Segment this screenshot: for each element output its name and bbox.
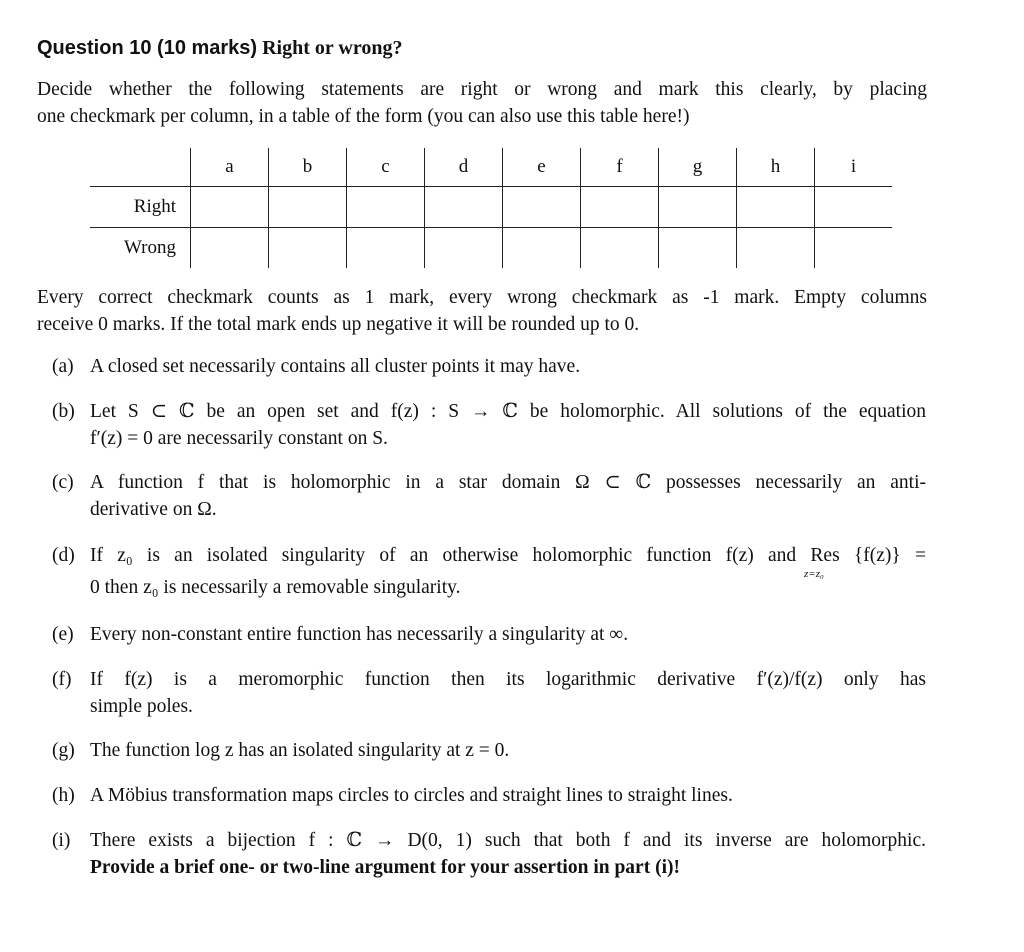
checkbox-cell-wrong-h[interactable] (737, 228, 815, 269)
statement-b (52, 398, 926, 452)
statement-h (52, 782, 926, 809)
statement-list (52, 353, 926, 881)
statement-text: A Möbius transformation maps circles to circles and straight lines to straight lines. (90, 785, 733, 806)
checkbox-cell-wrong-g[interactable] (659, 228, 737, 269)
statement-text: f′(z) = 0 are necessarily constant on S. (90, 428, 388, 449)
statement-label: (e) (52, 624, 74, 645)
column-header-a: a (191, 148, 269, 187)
statement-text: derivative on Ω. (90, 499, 217, 520)
checkbox-cell-wrong-i[interactable] (815, 228, 893, 269)
instructions-line-2: one checkmark per column, in a table of the form (you can also use this table here!) (37, 106, 690, 127)
column-header-h: h (737, 148, 815, 187)
checkbox-cell-right-d[interactable] (425, 187, 503, 228)
statement-text: There exists a bijection f : ℂ → D(0, 1) such that both f and its inverse are holomorphic. (90, 830, 926, 851)
column-header-e: e (503, 148, 581, 187)
answer-table (90, 148, 892, 268)
statement-text: The function log z has an isolated singularity at z = 0. (90, 740, 510, 761)
column-header-g: g (659, 148, 737, 187)
statement-label: (i) (52, 830, 71, 851)
statement-text: A function f that is holomorphic in a star domain Ω ⊂ ℂ possesses necessarily an anti- (90, 472, 926, 493)
statement-f (52, 666, 926, 720)
statement-i (52, 827, 926, 881)
question-heading: Right or wrong? (262, 37, 403, 59)
column-header-i: i (815, 148, 893, 187)
scoring-line-1: Every correct checkmark counts as 1 mark, every wrong checkmark as -1 mark. Empty columns (37, 287, 927, 308)
question-title (37, 37, 402, 60)
checkbox-cell-right-f[interactable] (581, 187, 659, 228)
checkbox-cell-wrong-c[interactable] (347, 228, 425, 269)
statement-g (52, 737, 926, 764)
corner-cell (90, 148, 191, 187)
checkbox-cell-right-h[interactable] (737, 187, 815, 228)
checkbox-cell-wrong-e[interactable] (503, 228, 581, 269)
column-header-b: b (269, 148, 347, 187)
statement-label: (d) (52, 545, 75, 566)
checkbox-cell-right-e[interactable] (503, 187, 581, 228)
statement-a (52, 353, 926, 380)
statement-label: (g) (52, 740, 75, 761)
statement-d (52, 540, 926, 604)
instructions-paragraph (37, 76, 927, 130)
table-row-wrong (90, 228, 892, 269)
statement-label: (a) (52, 356, 74, 377)
checkbox-cell-right-a[interactable] (191, 187, 269, 228)
checkbox-cell-wrong-d[interactable] (425, 228, 503, 269)
column-header-c: c (347, 148, 425, 187)
column-header-d: d (425, 148, 503, 187)
residue-subscript: z=z₀ (804, 568, 824, 580)
statement-text: If f(z) is a meromorphic function then its logarithmic derivative f′(z)/f(z) only has (90, 669, 926, 690)
scoring-line-2: receive 0 marks. If the total mark ends up negative it will be rounded up to 0. (37, 314, 640, 335)
table-row-right (90, 187, 892, 228)
argument-instruction: Provide a brief one- or two-line argument for your assertion in part (i)! (90, 857, 680, 878)
statement-label: (c) (52, 472, 74, 493)
row-label-right: Right (90, 187, 191, 228)
statement-c (52, 469, 926, 523)
checkbox-cell-wrong-f[interactable] (581, 228, 659, 269)
statement-e (52, 621, 926, 648)
statement-text: If z₀ is an isolated singularity of an otherwise holomorphic function f(z) and Res {f(z)} = (90, 545, 926, 566)
statement-text: A closed set necessarily contains all cluster points it may have. (90, 356, 581, 377)
checkbox-cell-right-b[interactable] (269, 187, 347, 228)
column-header-f: f (581, 148, 659, 187)
checkbox-cell-right-i[interactable] (815, 187, 893, 228)
instructions-line-1: Decide whether the following statements are right or wrong and mark this clearly, by placing (37, 79, 927, 100)
checkbox-cell-wrong-a[interactable] (191, 228, 269, 269)
scoring-rules-paragraph (37, 284, 927, 338)
statement-label: (b) (52, 401, 75, 422)
checkbox-cell-right-c[interactable] (347, 187, 425, 228)
checkbox-cell-wrong-b[interactable] (269, 228, 347, 269)
row-label-wrong: Wrong (90, 228, 191, 269)
statement-text: simple poles. (90, 696, 193, 717)
statement-text: Every non-constant entire function has necessarily a singularity at ∞. (90, 624, 629, 645)
statement-label: (f) (52, 669, 72, 690)
statement-text: 0 then z₀ is necessarily a removable singularity. (90, 577, 461, 598)
question-label: Question 10 (10 marks) (37, 37, 258, 59)
statement-label: (h) (52, 785, 75, 806)
checkbox-cell-right-g[interactable] (659, 187, 737, 228)
statement-text: Let S ⊂ ℂ be an open set and f(z) : S → ℂ be holomorphic. All solutions of the equation (90, 401, 926, 422)
